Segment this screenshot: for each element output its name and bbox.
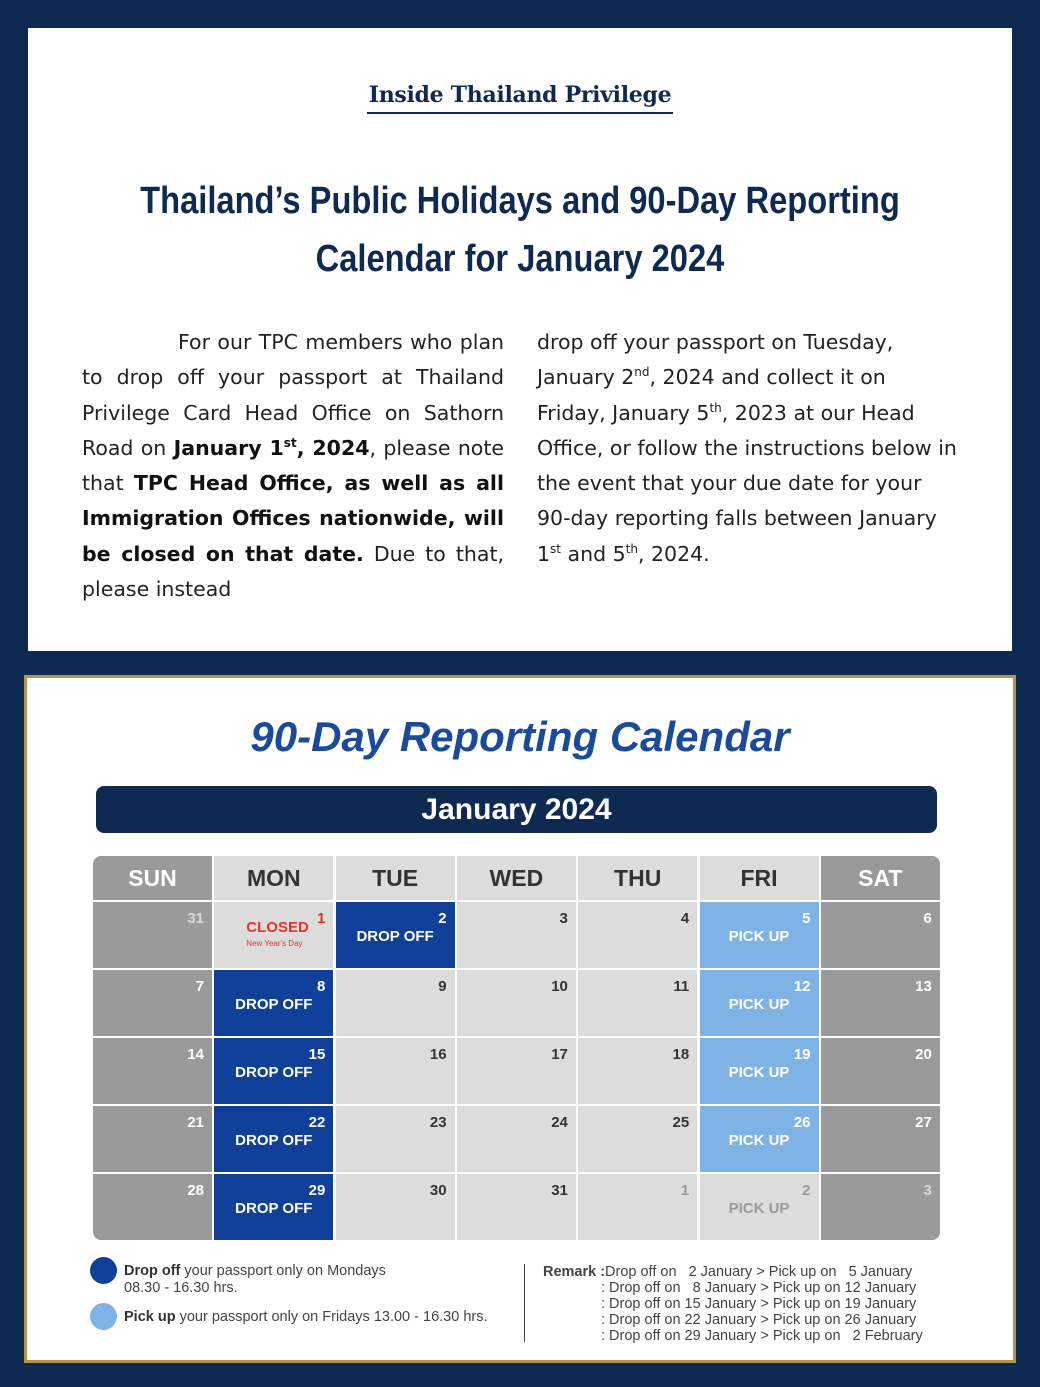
calendar-day-cell: [93, 1038, 212, 1104]
day-number: 12: [793, 978, 811, 995]
day-number: 11: [673, 978, 690, 995]
day-number: 17: [551, 1046, 568, 1063]
calendar-day-cell: [336, 970, 455, 1036]
day-number: 6: [923, 910, 932, 927]
month-header: January 2024: [96, 786, 937, 833]
calendar-day-cell: [578, 1038, 697, 1104]
holiday-name: New Year's Day: [246, 939, 303, 948]
calendar-day-cell: [336, 1038, 455, 1104]
remark-line: : Drop off on 15 January > Pick up on 19 January: [601, 1296, 917, 1312]
calendar-day-cell: [821, 1174, 940, 1240]
calendar-day-cell: [457, 1106, 576, 1172]
day-number: 1: [316, 910, 326, 927]
weekday-header-fri: FRI: [700, 856, 819, 900]
calendar-day-cell: [336, 1106, 455, 1172]
calendar-day-cell: [578, 1106, 697, 1172]
day-number: 5: [802, 910, 811, 927]
day-number: 31: [187, 910, 204, 927]
drop-off-legend: Drop off your passport only on Mondays 08.30 - 16.30 hrs.: [124, 1263, 386, 1296]
remark-line: : Drop off on 22 January > Pick up on 26 January: [601, 1312, 917, 1328]
day-number: 19: [793, 1046, 811, 1063]
remark-line: Drop off on 2 January > Pick up on 5 January: [601, 1264, 913, 1280]
day-number: 20: [915, 1046, 932, 1063]
day-number: 13: [915, 978, 932, 995]
day-number: 1: [680, 1182, 690, 1199]
calendar-day-cell: [700, 1038, 819, 1104]
calendar-day-cell: [214, 902, 333, 968]
calendar-day-cell: [214, 1106, 333, 1172]
day-number: 4: [680, 910, 690, 927]
calendar-day-cell: [821, 970, 940, 1036]
calendar-day-cell: [214, 970, 333, 1036]
calendar-day-cell: [457, 1038, 576, 1104]
day-number: 21: [187, 1114, 204, 1131]
day-number: 22: [308, 1114, 326, 1131]
day-number: 27: [915, 1114, 932, 1131]
day-number: 3: [559, 910, 568, 927]
article-column-left: For our TPC members who plan to drop off your passport at Thailand Privilege Card Head Office on Sathorn Road on January 1st, 2024, please note that TPC Head Office, as well as all Immigration Offices nationwide, will be closed on that date. Due to that, please instead: [82, 330, 505, 602]
calendar-day-cell: [93, 1106, 212, 1172]
day-number: 9: [438, 978, 447, 995]
weekday-header-sun: SUN: [93, 856, 212, 900]
pick-up-label: PICK UP: [728, 928, 790, 945]
calendar-day-cell: [578, 902, 697, 968]
calendar-day-cell: [700, 1106, 819, 1172]
remark-label: Remark :: [543, 1264, 606, 1280]
drop-off-label: DROP OFF: [235, 1132, 313, 1149]
day-number: 26: [793, 1114, 811, 1131]
pick-up-label: PICK UP: [728, 996, 790, 1013]
calendar-day-cell: [821, 1038, 940, 1104]
weekday-header-tue: TUE: [336, 856, 455, 900]
pick-up-legend-dot: [90, 1303, 117, 1330]
day-number: 8: [316, 978, 326, 995]
day-number: 3: [923, 1182, 932, 1199]
calendar-day-cell: [821, 902, 940, 968]
day-number: 2: [802, 1182, 811, 1199]
pick-up-label: PICK UP: [728, 1200, 790, 1217]
calendar-day-cell: [578, 970, 697, 1036]
drop-off-label: DROP OFF: [356, 928, 434, 945]
calendar-day-cell: [93, 1174, 212, 1240]
remark-line: : Drop off on 8 January > Pick up on 12 January: [601, 1280, 917, 1296]
calendar-day-cell: [821, 1106, 940, 1172]
calendar-day-cell: [700, 902, 819, 968]
day-number: 30: [429, 1182, 447, 1199]
calendar-day-cell: [578, 1174, 697, 1240]
article-column-right: drop off your passport on Tuesday, January 2nd, 2024 and collect it on Friday, January 5th, 2023 at our Head Office, or follow the instructions below in the event that your due date for your 90-day reporting falls between January 1st and 5th, 2024.: [537, 330, 957, 566]
calendar-day-cell: [93, 970, 212, 1036]
day-number: 24: [551, 1114, 568, 1131]
day-number: 29: [308, 1182, 326, 1199]
weekday-header-mon: MON: [214, 856, 333, 900]
article-headline: Thailand’s Public Holidays and 90-Day Reporting Calendar for January 2024: [140, 180, 900, 280]
day-number: 28: [187, 1182, 204, 1199]
weekday-header-thu: THU: [578, 856, 697, 900]
calendar-day-cell: [457, 1174, 576, 1240]
weekday-header-wed: WED: [457, 856, 576, 900]
calendar-title: 90-Day Reporting Calendar: [250, 713, 790, 760]
day-number: 23: [429, 1114, 447, 1131]
calendar-day-cell: [93, 902, 212, 968]
section-kicker: Inside Thailand Privilege: [0, 82, 1040, 114]
closed-label: CLOSED: [246, 919, 309, 936]
remark-lines: [601, 1264, 923, 1344]
remark-line: : Drop off on 29 January > Pick up on 2 February: [601, 1328, 923, 1344]
drop-off-legend-dot: [90, 1257, 117, 1284]
pick-up-label: PICK UP: [728, 1064, 790, 1081]
legend-divider: [524, 1264, 525, 1342]
calendar-day-cell: [700, 970, 819, 1036]
calendar-day-cell: [336, 902, 455, 968]
calendar-day-cell: [457, 970, 576, 1036]
calendar-day-cell: [214, 1174, 333, 1240]
day-number: 18: [672, 1046, 690, 1063]
day-number: 31: [551, 1182, 568, 1199]
day-number: 16: [429, 1046, 447, 1063]
day-number: 14: [187, 1046, 204, 1063]
weekday-header-sat: SAT: [821, 856, 940, 900]
calendar-day-cell: [700, 1174, 819, 1240]
pick-up-label: PICK UP: [728, 1132, 790, 1149]
day-number: 2: [438, 910, 447, 927]
drop-off-label: DROP OFF: [235, 1064, 313, 1081]
calendar-day-cell: [457, 902, 576, 968]
drop-off-label: DROP OFF: [235, 1200, 313, 1217]
day-number: 15: [308, 1046, 326, 1063]
day-number: 25: [672, 1114, 690, 1131]
day-number: 7: [195, 978, 204, 995]
calendar-day-cell: [214, 1038, 333, 1104]
pick-up-legend: Pick up your passport only on Fridays 13.00 - 16.30 hrs.: [124, 1309, 488, 1325]
drop-off-label: DROP OFF: [235, 996, 313, 1013]
calendar-day-cell: [336, 1174, 455, 1240]
day-number: 10: [551, 978, 568, 995]
